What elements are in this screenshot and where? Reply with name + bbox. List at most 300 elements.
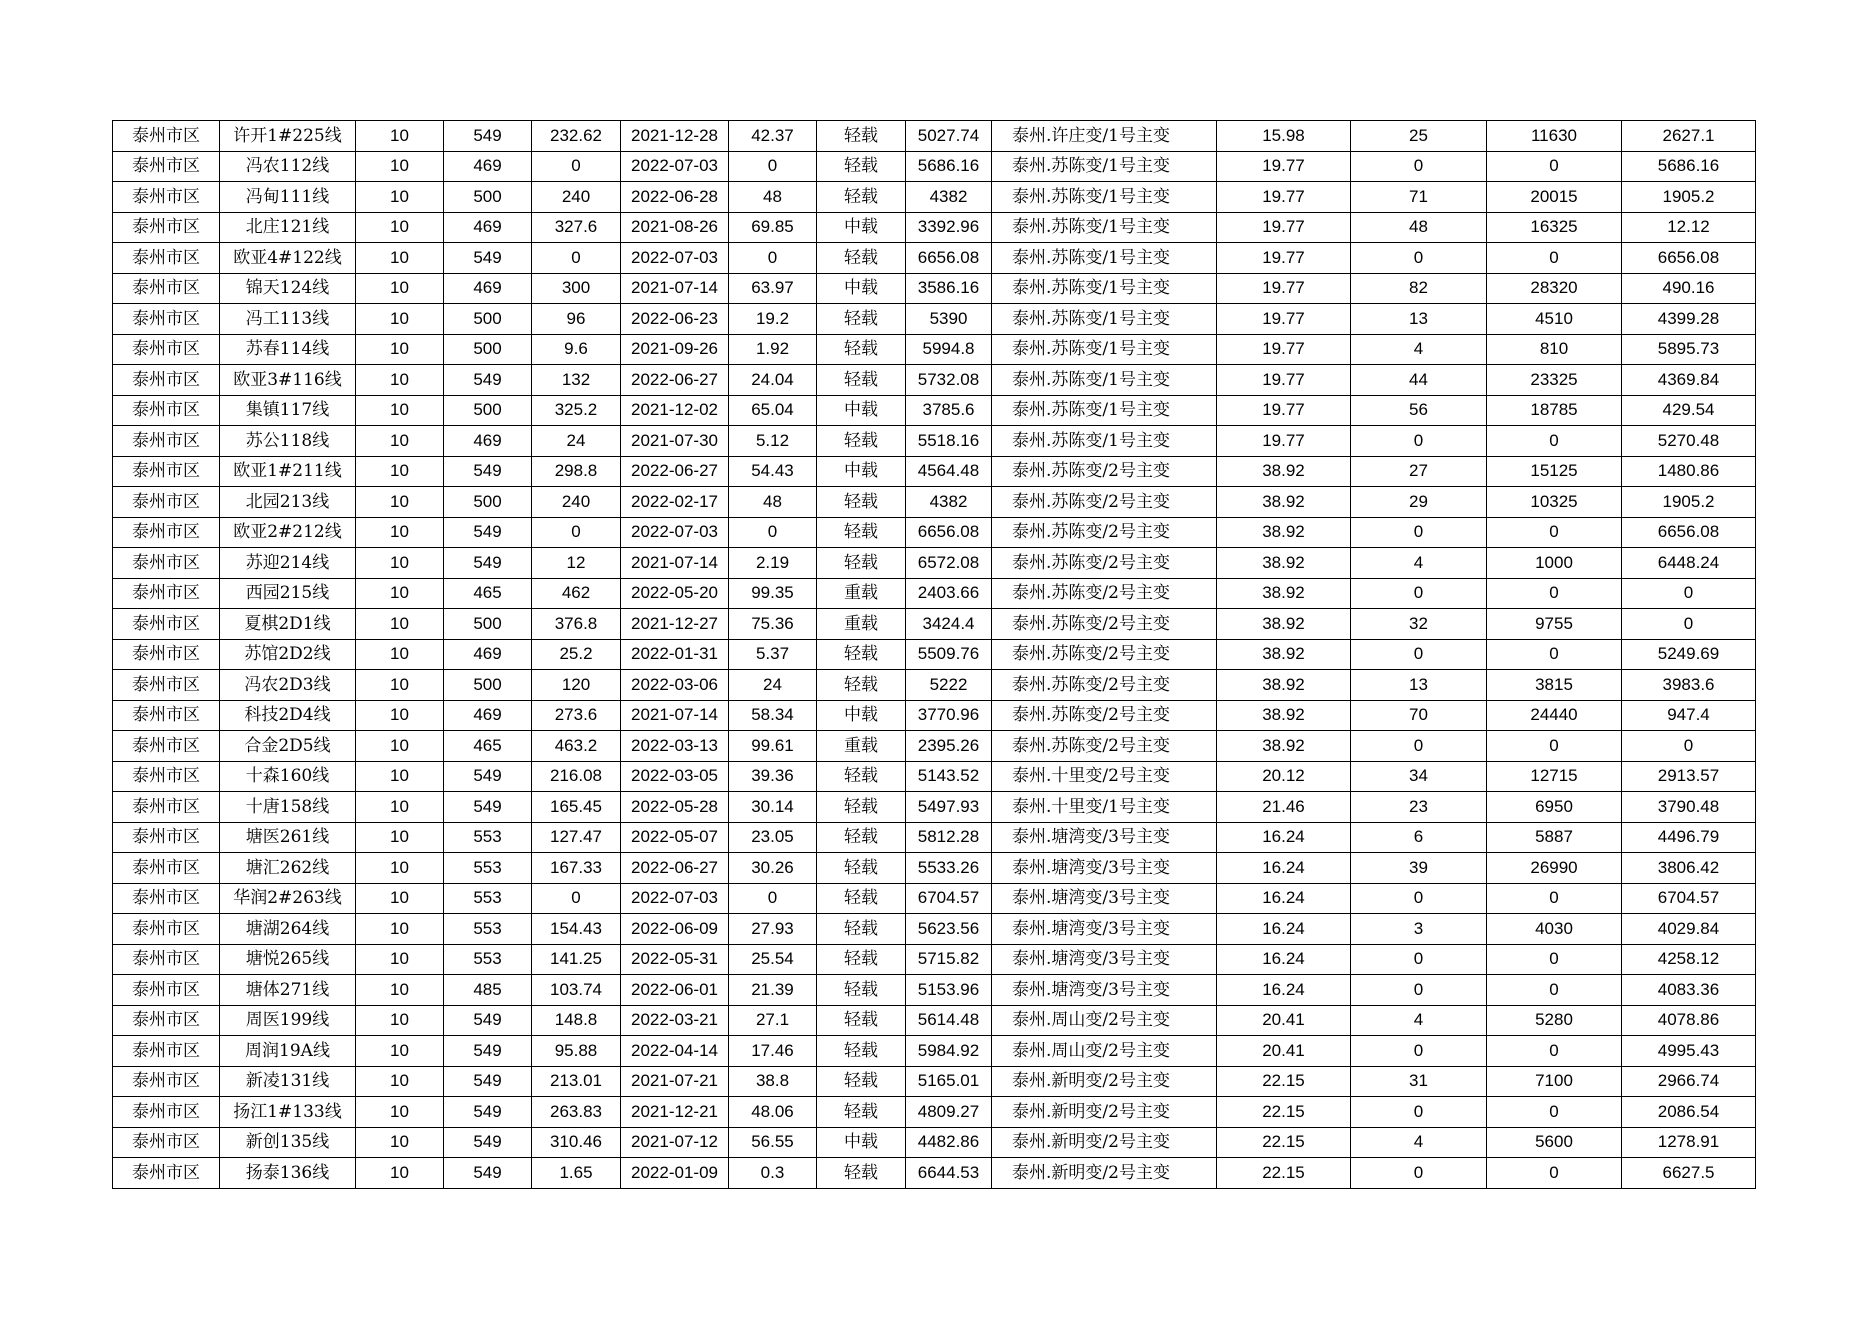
table-row xyxy=(113,700,1756,731)
transformer-cell: 泰州.苏陈变/1号主变 xyxy=(992,395,1217,426)
capacity-cell: 553 xyxy=(444,822,532,853)
load-level-cell: 轻载 xyxy=(817,1097,906,1128)
voltage-cell: 10 xyxy=(356,426,444,457)
reported-capacity-cell: 24440 xyxy=(1487,700,1622,731)
remaining-capacity-cell: 2966.74 xyxy=(1622,1066,1756,1097)
count-cell: 0 xyxy=(1351,1097,1487,1128)
table-row xyxy=(113,365,1756,396)
load-rate-cell: 27.93 xyxy=(729,914,817,945)
table-row xyxy=(113,395,1756,426)
available-capacity-cell: 3424.4 xyxy=(906,609,992,640)
reported-capacity-cell: 5280 xyxy=(1487,1005,1622,1036)
reported-capacity-cell: 4030 xyxy=(1487,914,1622,945)
voltage-cell: 10 xyxy=(356,182,444,213)
reported-capacity-cell: 0 xyxy=(1487,578,1622,609)
max-load-cell: 148.8 xyxy=(532,1005,621,1036)
voltage-cell: 10 xyxy=(356,121,444,152)
load-rate-cell: 24.04 xyxy=(729,365,817,396)
date-cell: 2022-03-21 xyxy=(621,1005,729,1036)
feeder-name-cell: 集镇117线 xyxy=(220,395,356,426)
date-cell: 2022-05-28 xyxy=(621,792,729,823)
load-level-cell: 中载 xyxy=(817,395,906,426)
voltage-cell: 10 xyxy=(356,548,444,579)
voltage-cell: 10 xyxy=(356,334,444,365)
voltage-cell: 10 xyxy=(356,273,444,304)
voltage-cell: 10 xyxy=(356,639,444,670)
remaining-capacity-cell: 4029.84 xyxy=(1622,914,1756,945)
remaining-capacity-cell: 3790.48 xyxy=(1622,792,1756,823)
remaining-capacity-cell: 5686.16 xyxy=(1622,151,1756,182)
count-cell: 39 xyxy=(1351,853,1487,884)
table-row xyxy=(113,761,1756,792)
area-cell: 泰州市区 xyxy=(113,853,220,884)
transformer-cell: 泰州.十里变/1号主变 xyxy=(992,792,1217,823)
transformer-rate-cell: 22.15 xyxy=(1217,1127,1351,1158)
transformer-cell: 泰州.塘湾变/3号主变 xyxy=(992,853,1217,884)
max-load-cell: 310.46 xyxy=(532,1127,621,1158)
available-capacity-cell: 2403.66 xyxy=(906,578,992,609)
reported-capacity-cell: 4510 xyxy=(1487,304,1622,335)
area-cell: 泰州市区 xyxy=(113,1158,220,1189)
area-cell: 泰州市区 xyxy=(113,792,220,823)
reported-capacity-cell: 10325 xyxy=(1487,487,1622,518)
remaining-capacity-cell: 6627.5 xyxy=(1622,1158,1756,1189)
date-cell: 2022-05-07 xyxy=(621,822,729,853)
max-load-cell: 132 xyxy=(532,365,621,396)
area-cell: 泰州市区 xyxy=(113,151,220,182)
table-row xyxy=(113,914,1756,945)
remaining-capacity-cell: 4369.84 xyxy=(1622,365,1756,396)
date-cell: 2021-08-26 xyxy=(621,212,729,243)
feeder-name-cell: 夏棋2D1线 xyxy=(220,609,356,640)
transformer-cell: 泰州.苏陈变/2号主变 xyxy=(992,731,1217,762)
load-rate-cell: 30.14 xyxy=(729,792,817,823)
feeder-name-cell: 欧亚3#116线 xyxy=(220,365,356,396)
count-cell: 0 xyxy=(1351,1036,1487,1067)
voltage-cell: 10 xyxy=(356,792,444,823)
count-cell: 34 xyxy=(1351,761,1487,792)
area-cell: 泰州市区 xyxy=(113,883,220,914)
capacity-cell: 549 xyxy=(444,517,532,548)
transformer-cell: 泰州.塘湾变/3号主变 xyxy=(992,914,1217,945)
transformer-rate-cell: 38.92 xyxy=(1217,700,1351,731)
load-rate-cell: 5.37 xyxy=(729,639,817,670)
date-cell: 2022-01-31 xyxy=(621,639,729,670)
remaining-capacity-cell: 12.12 xyxy=(1622,212,1756,243)
table-row xyxy=(113,1005,1756,1036)
voltage-cell: 10 xyxy=(356,822,444,853)
capacity-cell: 549 xyxy=(444,1158,532,1189)
count-cell: 4 xyxy=(1351,548,1487,579)
remaining-capacity-cell: 6448.24 xyxy=(1622,548,1756,579)
count-cell: 23 xyxy=(1351,792,1487,823)
feeder-name-cell: 欧亚4#122线 xyxy=(220,243,356,274)
capacity-cell: 549 xyxy=(444,1127,532,1158)
voltage-cell: 10 xyxy=(356,1158,444,1189)
transformer-cell: 泰州.苏陈变/2号主变 xyxy=(992,517,1217,548)
max-load-cell: 96 xyxy=(532,304,621,335)
date-cell: 2021-07-14 xyxy=(621,548,729,579)
date-cell: 2021-07-12 xyxy=(621,1127,729,1158)
available-capacity-cell: 6656.08 xyxy=(906,243,992,274)
max-load-cell: 25.2 xyxy=(532,639,621,670)
capacity-cell: 549 xyxy=(444,1005,532,1036)
load-level-cell: 轻载 xyxy=(817,944,906,975)
load-rate-cell: 48.06 xyxy=(729,1097,817,1128)
available-capacity-cell: 5984.92 xyxy=(906,1036,992,1067)
feeder-name-cell: 塘汇262线 xyxy=(220,853,356,884)
transformer-rate-cell: 16.24 xyxy=(1217,975,1351,1006)
date-cell: 2022-04-14 xyxy=(621,1036,729,1067)
reported-capacity-cell: 20015 xyxy=(1487,182,1622,213)
load-level-cell: 轻载 xyxy=(817,517,906,548)
transformer-rate-cell: 38.92 xyxy=(1217,670,1351,701)
area-cell: 泰州市区 xyxy=(113,578,220,609)
date-cell: 2022-06-28 xyxy=(621,182,729,213)
table-row xyxy=(113,578,1756,609)
transformer-rate-cell: 38.92 xyxy=(1217,456,1351,487)
max-load-cell: 0 xyxy=(532,151,621,182)
load-rate-cell: 24 xyxy=(729,670,817,701)
date-cell: 2022-07-03 xyxy=(621,243,729,274)
capacity-cell: 549 xyxy=(444,792,532,823)
load-rate-cell: 0 xyxy=(729,243,817,274)
remaining-capacity-cell: 2627.1 xyxy=(1622,121,1756,152)
voltage-cell: 10 xyxy=(356,1005,444,1036)
feeder-name-cell: 西园215线 xyxy=(220,578,356,609)
available-capacity-cell: 2395.26 xyxy=(906,731,992,762)
remaining-capacity-cell: 4078.86 xyxy=(1622,1005,1756,1036)
remaining-capacity-cell: 6704.57 xyxy=(1622,883,1756,914)
table-row xyxy=(113,670,1756,701)
transformer-cell: 泰州.苏陈变/1号主变 xyxy=(992,426,1217,457)
transformer-rate-cell: 19.77 xyxy=(1217,243,1351,274)
area-cell: 泰州市区 xyxy=(113,822,220,853)
transformer-rate-cell: 38.92 xyxy=(1217,548,1351,579)
count-cell: 0 xyxy=(1351,578,1487,609)
table-row xyxy=(113,639,1756,670)
load-level-cell: 轻载 xyxy=(817,670,906,701)
available-capacity-cell: 4382 xyxy=(906,487,992,518)
load-level-cell: 轻载 xyxy=(817,822,906,853)
table-row xyxy=(113,1158,1756,1189)
transformer-rate-cell: 16.24 xyxy=(1217,914,1351,945)
area-cell: 泰州市区 xyxy=(113,761,220,792)
transformer-cell: 泰州.苏陈变/2号主变 xyxy=(992,456,1217,487)
transformer-cell: 泰州.苏陈变/2号主变 xyxy=(992,700,1217,731)
reported-capacity-cell: 0 xyxy=(1487,1036,1622,1067)
table-row xyxy=(113,731,1756,762)
load-level-cell: 轻载 xyxy=(817,883,906,914)
load-rate-cell: 25.54 xyxy=(729,944,817,975)
max-load-cell: 12 xyxy=(532,548,621,579)
table-row xyxy=(113,792,1756,823)
feeder-name-cell: 华润2#263线 xyxy=(220,883,356,914)
table-row xyxy=(113,304,1756,335)
reported-capacity-cell: 5887 xyxy=(1487,822,1622,853)
max-load-cell: 216.08 xyxy=(532,761,621,792)
capacity-cell: 549 xyxy=(444,1036,532,1067)
transformer-cell: 泰州.塘湾变/3号主变 xyxy=(992,822,1217,853)
available-capacity-cell: 5153.96 xyxy=(906,975,992,1006)
table-row xyxy=(113,487,1756,518)
transformer-rate-cell: 19.77 xyxy=(1217,334,1351,365)
date-cell: 2022-03-13 xyxy=(621,731,729,762)
capacity-cell: 469 xyxy=(444,212,532,243)
table-row xyxy=(113,1097,1756,1128)
table-row xyxy=(113,548,1756,579)
load-level-cell: 轻载 xyxy=(817,304,906,335)
transformer-rate-cell: 16.24 xyxy=(1217,822,1351,853)
table-row xyxy=(113,426,1756,457)
transformer-cell: 泰州.苏陈变/1号主变 xyxy=(992,151,1217,182)
reported-capacity-cell: 0 xyxy=(1487,426,1622,457)
load-level-cell: 轻载 xyxy=(817,792,906,823)
load-rate-cell: 5.12 xyxy=(729,426,817,457)
voltage-cell: 10 xyxy=(356,1036,444,1067)
reported-capacity-cell: 23325 xyxy=(1487,365,1622,396)
load-rate-cell: 65.04 xyxy=(729,395,817,426)
reported-capacity-cell: 15125 xyxy=(1487,456,1622,487)
transformer-rate-cell: 19.77 xyxy=(1217,304,1351,335)
transformer-rate-cell: 20.41 xyxy=(1217,1005,1351,1036)
remaining-capacity-cell: 4496.79 xyxy=(1622,822,1756,853)
max-load-cell: 120 xyxy=(532,670,621,701)
area-cell: 泰州市区 xyxy=(113,426,220,457)
reported-capacity-cell: 26990 xyxy=(1487,853,1622,884)
remaining-capacity-cell: 947.4 xyxy=(1622,700,1756,731)
date-cell: 2022-06-01 xyxy=(621,975,729,1006)
transformer-rate-cell: 19.77 xyxy=(1217,365,1351,396)
max-load-cell: 154.43 xyxy=(532,914,621,945)
max-load-cell: 300 xyxy=(532,273,621,304)
remaining-capacity-cell: 2913.57 xyxy=(1622,761,1756,792)
transformer-rate-cell: 22.15 xyxy=(1217,1158,1351,1189)
reported-capacity-cell: 0 xyxy=(1487,243,1622,274)
load-level-cell: 轻载 xyxy=(817,1036,906,1067)
load-level-cell: 轻载 xyxy=(817,975,906,1006)
remaining-capacity-cell: 2086.54 xyxy=(1622,1097,1756,1128)
area-cell: 泰州市区 xyxy=(113,1127,220,1158)
transformer-rate-cell: 19.77 xyxy=(1217,395,1351,426)
transformer-rate-cell: 19.77 xyxy=(1217,182,1351,213)
transformer-cell: 泰州.苏陈变/2号主变 xyxy=(992,670,1217,701)
load-level-cell: 中载 xyxy=(817,273,906,304)
table-row xyxy=(113,456,1756,487)
remaining-capacity-cell: 5249.69 xyxy=(1622,639,1756,670)
feeder-name-cell: 欧亚2#212线 xyxy=(220,517,356,548)
feeder-name-cell: 冯农2D3线 xyxy=(220,670,356,701)
table-row xyxy=(113,1036,1756,1067)
area-cell: 泰州市区 xyxy=(113,182,220,213)
reported-capacity-cell: 5600 xyxy=(1487,1127,1622,1158)
max-load-cell: 376.8 xyxy=(532,609,621,640)
max-load-cell: 327.6 xyxy=(532,212,621,243)
voltage-cell: 10 xyxy=(356,883,444,914)
count-cell: 0 xyxy=(1351,944,1487,975)
load-level-cell: 轻载 xyxy=(817,761,906,792)
transformer-rate-cell: 38.92 xyxy=(1217,609,1351,640)
feeder-name-cell: 新凌131线 xyxy=(220,1066,356,1097)
load-level-cell: 轻载 xyxy=(817,487,906,518)
load-level-cell: 轻载 xyxy=(817,548,906,579)
date-cell: 2021-12-21 xyxy=(621,1097,729,1128)
load-level-cell: 中载 xyxy=(817,1127,906,1158)
feeder-name-cell: 冯工113线 xyxy=(220,304,356,335)
voltage-cell: 10 xyxy=(356,365,444,396)
voltage-cell: 10 xyxy=(356,944,444,975)
max-load-cell: 232.62 xyxy=(532,121,621,152)
reported-capacity-cell: 3815 xyxy=(1487,670,1622,701)
voltage-cell: 10 xyxy=(356,304,444,335)
load-level-cell: 轻载 xyxy=(817,182,906,213)
count-cell: 0 xyxy=(1351,975,1487,1006)
max-load-cell: 9.6 xyxy=(532,334,621,365)
load-level-cell: 中载 xyxy=(817,456,906,487)
load-level-cell: 中载 xyxy=(817,212,906,243)
area-cell: 泰州市区 xyxy=(113,395,220,426)
capacity-cell: 553 xyxy=(444,883,532,914)
transformer-rate-cell: 22.15 xyxy=(1217,1066,1351,1097)
load-level-cell: 轻载 xyxy=(817,365,906,396)
date-cell: 2022-05-31 xyxy=(621,944,729,975)
voltage-cell: 10 xyxy=(356,609,444,640)
date-cell: 2022-06-27 xyxy=(621,853,729,884)
remaining-capacity-cell: 4083.36 xyxy=(1622,975,1756,1006)
reported-capacity-cell: 28320 xyxy=(1487,273,1622,304)
area-cell: 泰州市区 xyxy=(113,334,220,365)
load-rate-cell: 27.1 xyxy=(729,1005,817,1036)
date-cell: 2022-03-05 xyxy=(621,761,729,792)
load-rate-cell: 19.2 xyxy=(729,304,817,335)
remaining-capacity-cell: 0 xyxy=(1622,731,1756,762)
feeder-name-cell: 周润19A线 xyxy=(220,1036,356,1067)
reported-capacity-cell: 0 xyxy=(1487,517,1622,548)
transformer-rate-cell: 38.92 xyxy=(1217,639,1351,670)
reported-capacity-cell: 0 xyxy=(1487,944,1622,975)
date-cell: 2022-06-27 xyxy=(621,456,729,487)
load-level-cell: 轻载 xyxy=(817,151,906,182)
date-cell: 2021-07-30 xyxy=(621,426,729,457)
load-rate-cell: 30.26 xyxy=(729,853,817,884)
feeder-name-cell: 十森160线 xyxy=(220,761,356,792)
transformer-cell: 泰州.新明变/2号主变 xyxy=(992,1097,1217,1128)
count-cell: 82 xyxy=(1351,273,1487,304)
area-cell: 泰州市区 xyxy=(113,1066,220,1097)
capacity-cell: 549 xyxy=(444,548,532,579)
date-cell: 2022-07-03 xyxy=(621,883,729,914)
available-capacity-cell: 4809.27 xyxy=(906,1097,992,1128)
feeder-name-cell: 北庄121线 xyxy=(220,212,356,243)
area-cell: 泰州市区 xyxy=(113,456,220,487)
max-load-cell: 1.65 xyxy=(532,1158,621,1189)
feeder-name-cell: 许开1#225线 xyxy=(220,121,356,152)
area-cell: 泰州市区 xyxy=(113,975,220,1006)
capacity-cell: 549 xyxy=(444,1097,532,1128)
date-cell: 2021-09-26 xyxy=(621,334,729,365)
available-capacity-cell: 5143.52 xyxy=(906,761,992,792)
voltage-cell: 10 xyxy=(356,731,444,762)
voltage-cell: 10 xyxy=(356,243,444,274)
capacity-cell: 500 xyxy=(444,182,532,213)
remaining-capacity-cell: 5270.48 xyxy=(1622,426,1756,457)
reported-capacity-cell: 0 xyxy=(1487,639,1622,670)
table-row xyxy=(113,182,1756,213)
voltage-cell: 10 xyxy=(356,578,444,609)
available-capacity-cell: 3586.16 xyxy=(906,273,992,304)
date-cell: 2022-06-09 xyxy=(621,914,729,945)
load-rate-cell: 58.34 xyxy=(729,700,817,731)
feeder-name-cell: 冯农112线 xyxy=(220,151,356,182)
load-level-cell: 轻载 xyxy=(817,639,906,670)
count-cell: 0 xyxy=(1351,639,1487,670)
feeder-name-cell: 十唐158线 xyxy=(220,792,356,823)
capacity-cell: 549 xyxy=(444,121,532,152)
load-level-cell: 轻载 xyxy=(817,1158,906,1189)
date-cell: 2021-12-02 xyxy=(621,395,729,426)
transformer-cell: 泰州.周山变/2号主变 xyxy=(992,1005,1217,1036)
remaining-capacity-cell: 6656.08 xyxy=(1622,243,1756,274)
load-rate-cell: 69.85 xyxy=(729,212,817,243)
table-body xyxy=(113,121,1756,1189)
table-row xyxy=(113,883,1756,914)
load-rate-cell: 0 xyxy=(729,517,817,548)
count-cell: 31 xyxy=(1351,1066,1487,1097)
remaining-capacity-cell: 4399.28 xyxy=(1622,304,1756,335)
area-cell: 泰州市区 xyxy=(113,1036,220,1067)
remaining-capacity-cell: 0 xyxy=(1622,578,1756,609)
table-row xyxy=(113,975,1756,1006)
area-cell: 泰州市区 xyxy=(113,731,220,762)
remaining-capacity-cell: 1905.2 xyxy=(1622,487,1756,518)
area-cell: 泰州市区 xyxy=(113,304,220,335)
count-cell: 13 xyxy=(1351,670,1487,701)
remaining-capacity-cell: 490.16 xyxy=(1622,273,1756,304)
transformer-cell: 泰州.苏陈变/2号主变 xyxy=(992,487,1217,518)
reported-capacity-cell: 0 xyxy=(1487,975,1622,1006)
count-cell: 44 xyxy=(1351,365,1487,396)
available-capacity-cell: 5390 xyxy=(906,304,992,335)
reported-capacity-cell: 9755 xyxy=(1487,609,1622,640)
feeder-name-cell: 欧亚1#211线 xyxy=(220,456,356,487)
count-cell: 0 xyxy=(1351,151,1487,182)
capacity-cell: 469 xyxy=(444,426,532,457)
voltage-cell: 10 xyxy=(356,487,444,518)
load-rate-cell: 56.55 xyxy=(729,1127,817,1158)
feeder-name-cell: 新创135线 xyxy=(220,1127,356,1158)
table-row xyxy=(113,334,1756,365)
load-level-cell: 轻载 xyxy=(817,1066,906,1097)
area-cell: 泰州市区 xyxy=(113,121,220,152)
transformer-rate-cell: 16.24 xyxy=(1217,883,1351,914)
load-rate-cell: 75.36 xyxy=(729,609,817,640)
reported-capacity-cell: 1000 xyxy=(1487,548,1622,579)
load-rate-cell: 39.36 xyxy=(729,761,817,792)
table-row xyxy=(113,121,1756,152)
reported-capacity-cell: 16325 xyxy=(1487,212,1622,243)
count-cell: 0 xyxy=(1351,731,1487,762)
remaining-capacity-cell: 6656.08 xyxy=(1622,517,1756,548)
reported-capacity-cell: 18785 xyxy=(1487,395,1622,426)
date-cell: 2022-01-09 xyxy=(621,1158,729,1189)
available-capacity-cell: 5518.16 xyxy=(906,426,992,457)
available-capacity-cell: 3770.96 xyxy=(906,700,992,731)
area-cell: 泰州市区 xyxy=(113,670,220,701)
date-cell: 2022-07-03 xyxy=(621,517,729,548)
table-row xyxy=(113,609,1756,640)
available-capacity-cell: 5497.93 xyxy=(906,792,992,823)
transformer-cell: 泰州.苏陈变/1号主变 xyxy=(992,273,1217,304)
